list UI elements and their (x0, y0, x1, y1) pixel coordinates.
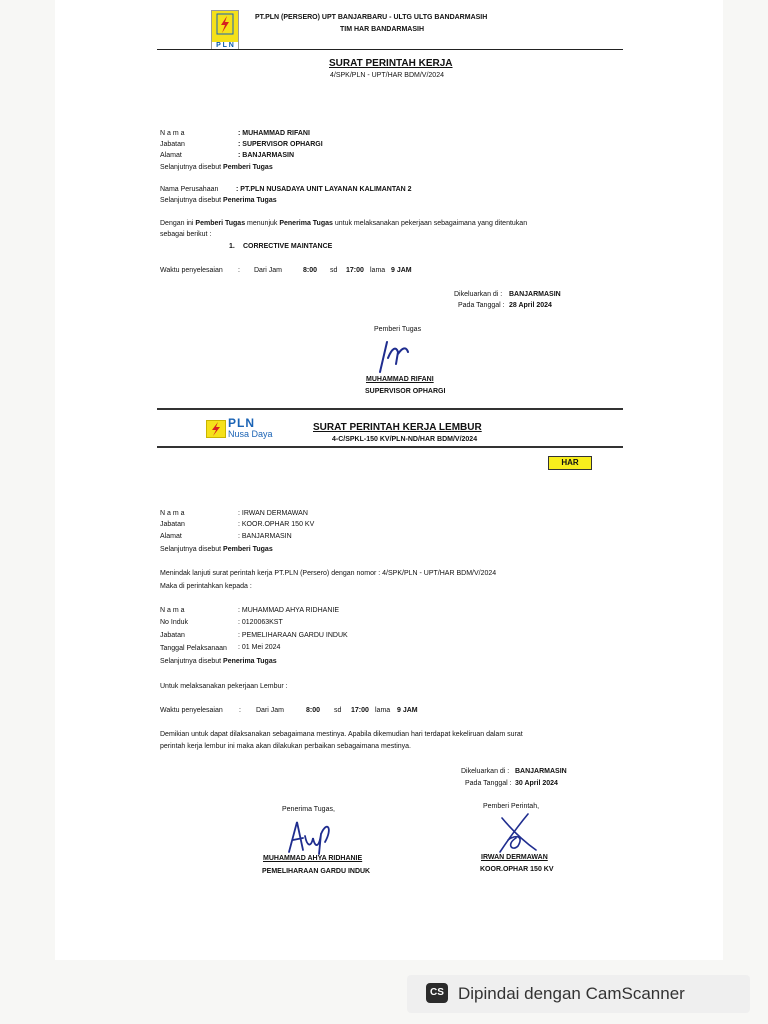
jam-selesai-2: 17:00 (351, 707, 369, 714)
untuk-text: Untuk melaksanakan pekerjaan Lembur : (160, 683, 288, 690)
dikeluarkan-value: BANJARMASIN (509, 291, 561, 298)
spk-title: SURAT PERINTAH KERJA (329, 58, 453, 69)
watermark-text: Dipindai dengan CamScanner (458, 984, 685, 1003)
dikeluarkan-label: Dikeluarkan di : (454, 291, 503, 298)
closing-line1: Demikian untuk dapat dilaksanakan sebagaimana mestinya. Apabila dikemudian hari terdapat kekeliruan dalam surat (160, 731, 523, 738)
dari-jam-2: Dari Jam (256, 707, 285, 714)
instruction-line2: sebagai berikut : (160, 231, 212, 238)
lightning-icon (212, 11, 238, 39)
value-perusahaan: : PT.PLN NUSADAYA UNIT LAYANAN KALIMANTAN 2 (236, 186, 412, 193)
lama-label: lama (370, 267, 386, 274)
logo-pln-text: PLN (228, 416, 255, 430)
jam-mulai: 8:00 (303, 267, 318, 274)
sign-role: Pemberi Tugas (374, 326, 422, 333)
header-divider (157, 49, 623, 50)
value-nama-2: : IRWAN DERMAWAN (238, 510, 308, 517)
spkl-number: 4-C/SPKL-150 KV/PLN-ND/HAR BDM/V/2024 (332, 436, 478, 443)
dikeluarkan-label-2: Dikeluarkan di : (461, 768, 510, 775)
tanggal-label-2: Pada Tanggal : (465, 780, 512, 787)
dikeluarkan-value-2: BANJARMASIN (515, 768, 567, 775)
task-item: CORRECTIVE MAINTANCE (243, 243, 333, 250)
value-alamat: : BANJARMASIN (238, 152, 294, 159)
value-jabatan-2: : KOOR.OPHAR 150 KV (238, 521, 315, 528)
pln-nusadaya-logo (206, 418, 296, 440)
sign-title: SUPERVISOR OPHARGI (365, 388, 446, 395)
penerima-note: Selanjutnya disebut Penerima Tugas (160, 197, 277, 204)
dari-jam: Dari Jam (254, 267, 283, 274)
value-nama-3: : MUHAMMAD AHYA RIDHANIE (238, 607, 339, 614)
value-alamat-2: : BANJARMASIN (238, 533, 292, 540)
section-divider (157, 408, 623, 410)
camscanner-icon: CS (426, 983, 448, 1003)
value-jabatan: : SUPERVISOR OPHARGI (238, 141, 323, 148)
jam-mulai-2: 8:00 (306, 707, 321, 714)
waktu-colon-2: : (239, 707, 241, 714)
maka-text: Maka di perintahkan kepada : (160, 583, 252, 590)
tanggal-label: Pada Tanggal : (458, 302, 505, 309)
spkl-divider (157, 446, 623, 448)
pemberi-note: Selanjutnya disebut Pemberi Tugas (160, 164, 273, 171)
spk-number: 4/SPK/PLN - UPT/HAR BDM/V/2024 (330, 72, 444, 79)
jam-selesai: 17:00 (346, 267, 364, 274)
signature-rifani (372, 338, 418, 374)
instruction-line1: Dengan ini Pemberi Tugas menunjuk Penerima Tugas untuk melaksanakan pekerjaan sebagaimana yang ditentukan (160, 220, 528, 227)
signature-ahya (285, 814, 335, 856)
reference-text: Menindak lanjuti surat perintah kerja PT.PLN (Persero) dengan nomor : 4/SPK/PLN - UPT/HAR BDM/V/2024 (160, 570, 497, 577)
value-nama: : MUHAMMAD RIFANI (238, 130, 310, 137)
pemberi-role: Pemberi Perintah, (483, 803, 540, 810)
label-jabatan: Jabatan (160, 141, 185, 148)
waktu-colon: : (238, 267, 240, 274)
logo-text: P L N (212, 42, 238, 49)
camscanner-watermark (407, 975, 750, 1013)
label-nama-3: N a m a (160, 607, 185, 614)
label-nama: N a m a (160, 130, 185, 137)
durasi-2: 9 JAM (397, 707, 418, 714)
lama-label-2: lama (375, 707, 391, 714)
label-no-induk: No Induk (160, 619, 189, 626)
tanggal-value: 28 April 2024 (509, 302, 552, 309)
durasi: 9 JAM (391, 267, 412, 274)
task-number: 1. (229, 243, 235, 250)
penerima-title: PEMELIHARAAN GARDU INDUK (262, 868, 371, 875)
pln-logo (211, 10, 239, 50)
pln-mark-icon (206, 420, 226, 438)
pemberi-title: KOOR.OPHAR 150 KV (480, 866, 554, 873)
label-nama-2: N a m a (160, 510, 185, 517)
value-jabatan-3: : PEMELIHARAAN GARDU INDUK (238, 632, 348, 639)
label-jabatan-2: Jabatan (160, 521, 185, 528)
scanned-page (55, 0, 723, 960)
value-tanggal-pelaksanaan: : 01 Mei 2024 (238, 644, 281, 651)
spkl-title: SURAT PERINTAH KERJA LEMBUR (313, 422, 482, 433)
pemberi-name: IRWAN DERMAWAN (481, 854, 548, 861)
logo-nusadaya-text: Nusa Daya (228, 429, 273, 439)
label-alamat: Alamat (160, 152, 182, 159)
penerima-role: Penerima Tugas, (282, 806, 335, 813)
sd-label: sd (330, 267, 338, 274)
label-jabatan-3: Jabatan (160, 632, 185, 639)
label-waktu: Waktu penyelesaian (160, 267, 223, 274)
label-tanggal-pelaksanaan: Tanggal Pelaksanaan (160, 645, 227, 652)
sign-name: MUHAMMAD RIFANI (366, 376, 434, 383)
sd-label-2: sd (334, 707, 342, 714)
header-line1: PT.PLN (PERSERO) UPT BANJARBARU - ULTG ULTG BANDARMASIH (255, 14, 488, 21)
label-perusahaan: Nama Perusahaan (160, 186, 219, 193)
penerima-note-2: Selanjutnya disebut Penerima Tugas (160, 658, 277, 665)
label-alamat-2: Alamat (160, 533, 182, 540)
signature-irwan (494, 810, 540, 856)
value-no-induk: : 0120063KST (238, 619, 283, 626)
header-line2: TIM HAR BANDARMASIH (340, 26, 424, 33)
har-badge: HAR (548, 456, 592, 470)
pemberi-note-2: Selanjutnya disebut Pemberi Tugas (160, 546, 273, 553)
penerima-name: MUHAMMAD AHYA RIDHANIE (263, 855, 363, 862)
tanggal-value-2: 30 April 2024 (515, 780, 558, 787)
label-waktu-2: Waktu penyelesaian (160, 707, 223, 714)
closing-line2: perintah kerja lembur ini maka akan dilakukan perbaikan sebagaimana mestinya. (160, 743, 411, 750)
